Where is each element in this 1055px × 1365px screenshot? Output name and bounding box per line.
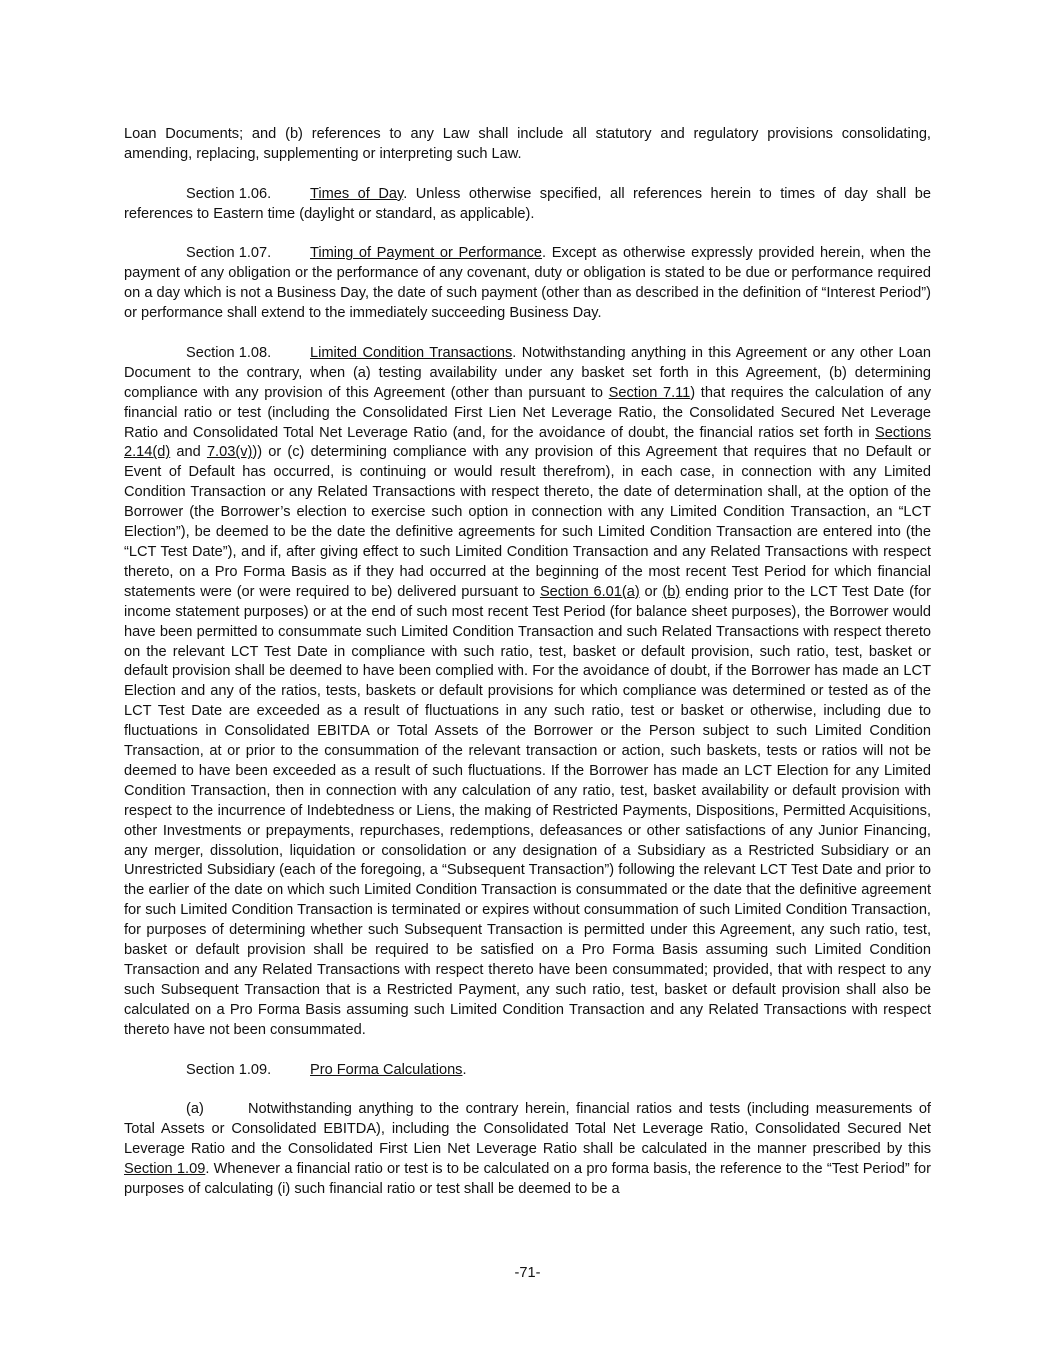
section-text: ) that requires the calculation of any financial ratio or test (including the Consolidated First Lien Net Leverage Ratio, the Consolidated Secured Net Leverage Ratio and Consolidated Total Net Leverage Ratio (and, for the avoidance of doubt, the financial ratios set forth in — [124, 384, 931, 441]
section-text: . Unless otherwise specified, all references herein to times of day shall be references to Eastern time (daylight or standard, as applicable). — [124, 185, 931, 222]
section-title-period: . — [462, 1061, 467, 1078]
section-number: Section 1.08. — [186, 344, 272, 361]
section-1-09-a-paragraph — [124, 1100, 931, 1200]
cross-reference: (b) — [662, 583, 681, 600]
section-text: . Whenever a financial ratio or test is to be calculated on a pro forma basis, the reference to the “Test Period” for purposes of calculating (i) such financial ratio or test shall be deemed to be a — [124, 1161, 931, 1197]
cross-reference: Section 1.09 — [124, 1161, 206, 1178]
section-title: Times of Day — [310, 185, 404, 202]
intro-paragraph — [124, 125, 931, 165]
section-title: Limited Condition Transactions — [310, 344, 513, 361]
section-text: Notwithstanding anything to the contrary herein, financial ratios and tests (including measurements of Total Assets or Consolidated EBITDA), including the Consolidated Total Net Leverage Ratio, Consolidated Secured Net Leverage Ratio and the Consolidated First Lien Net Leverage Ratio shall be calculated in the manner prescribed by this — [124, 1101, 931, 1158]
section-text: . Notwithstanding anything in this Agreement or any other Loan Document to the contrary, when (a) testing availability under any basket set forth in this Agreement, (b) determining compliance with any provision of this Agreement (other than pursuant to — [124, 344, 931, 401]
cross-reference: Section 6.01(a) — [539, 583, 640, 600]
section-1-07-paragraph — [124, 244, 931, 324]
section-text: or — [639, 583, 663, 600]
section-text: ending prior to the LCT Test Date (for income statement purposes) or at the end of such most recent Test Period (for balance sheet purposes), the Borrower would have been permitted to consummate such Limited Condition Transaction and such Related Transactions with respect thereto on the relevant LCT Test Date in compliance with such ratio, test, basket or default provision, such ratio, test, basket or default provision shall be deemed to have been complied with. For the avoidance of doubt, if the Borrower has made an LCT Election and any of the ratios, tests, baskets or default provisions for which compliance was determined or tested as of the LCT Test Date are exceeded as a result of fluctuations in any such ratio, test or basket or otherwise, including due to fluctuations in Consolidated EBITDA or Total Assets of the Borrower or the Person subject to such Limited Condition Transaction, at or prior to the consummation of the relevant transaction or action, such baskets, tests or ratios will not be deemed to have been exceeded as a result of such fluctuations. If the Borrower has made an LCT Election for any Limited Condition Transaction, then in connection with any calculation of any ratio, test, basket availability or default provision with respect to the incurrence of Indebtedness or Liens, the making of Restricted Payments, Dispositions, Permitted Acquisitions, other Investments or prepayments, repurchases, redemptions, defeasances or other satisfactions of any Junior Financing, any merger, dissolution, liquidation or consolidation or any designation of a Subsidiary as a Restricted Subsidiary or an Unrestricted Subsidiary (each of the foregoing, a “Subsequent Transaction”) following the relevant LCT Test Date and prior to the earlier of the date on which such Limited Condition Transaction is consummated or the date that the definitive agreement for such Limited Condition Transaction is terminated or expires without consummation of such Limited Condition Transaction, for purposes of determining whether such Subsequent Transaction is permitted under this Agreement, any such ratio, test, basket or default provision shall be required to be satisfied on a Pro Forma Basis assuming such Limited Condition Transaction and any Related Transactions with respect thereto have been consummated; provided, that with respect to any such Subsequent Transaction that is a Restricted Payment, any such ratio, test, basket or default provision shall also be calculated on a Pro Forma Basis assuming such Limited Condition Transaction and any Related Transactions with respect thereto have not been consummated. — [124, 583, 931, 1038]
page-number: -71- — [514, 1265, 541, 1281]
section-text: . Except as otherwise expressly provided herein, when the payment of any obligation or the performance of any covenant, duty or obligation is stated to be due or performance required on a day which is not a Business Day, the date of such payment (other than as described in the definition of “Interest Period”) or performance shall extend to the immediately succeeding Business Day. — [124, 245, 931, 322]
cross-reference: Sections 2.14(d) — [124, 424, 931, 461]
section-1-06-paragraph — [124, 185, 931, 225]
section-title: Timing of Payment or Performance — [310, 245, 543, 262]
intro-text: Loan Documents; and (b) references to any Law shall include all statutory and regulatory provisions consolidating, amending, replacing, supplementing or interpreting such Law. — [124, 126, 931, 162]
document-body — [124, 125, 931, 1200]
clause-label: (a) — [186, 1101, 204, 1118]
section-title: Pro Forma Calculations — [310, 1061, 463, 1078]
section-number: Section 1.06. — [186, 185, 272, 202]
section-number: Section 1.09. — [186, 1061, 272, 1078]
cross-reference: 7.03(v) — [206, 444, 253, 461]
section-1-09-heading — [124, 1061, 931, 1081]
cross-reference: Section 7.11 — [608, 384, 691, 401]
section-text: and — [170, 444, 207, 461]
section-number: Section 1.07. — [186, 245, 272, 262]
section-text: )) or (c) determining compliance with any provision of this Agreement that requires that no Default or Event of Default has occurred, is continuing or would result therefrom), in each case, in connection with any Limited Condition Transaction or any Related Transactions with respect thereto, the date of determination shall, at the option of the Borrower (the Borrower’s election to exercise such option in connection with any Limited Condition Transaction, an “LCT Election”), be deemed to be the date the definitive agreements for such Limited Condition Transaction are entered into (the “LCT Test Date”), and if, after giving effect to such Limited Condition Transaction and any Related Transactions with respect thereto, on a Pro Forma Basis as if they had occurred at the beginning of the most recent Test Period for which financial statements were (or were required to be) delivered pursuant to — [124, 444, 931, 600]
section-1-08-paragraph — [124, 344, 931, 1041]
